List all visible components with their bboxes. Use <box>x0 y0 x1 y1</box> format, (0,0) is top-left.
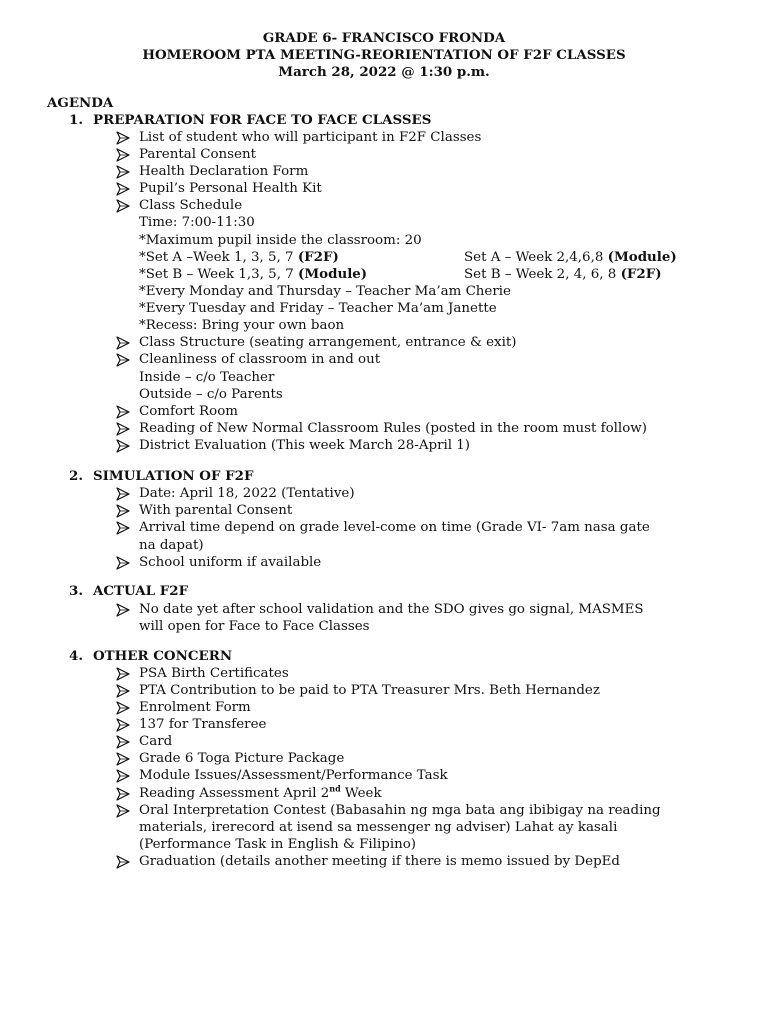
agenda-label: AGENDA <box>47 95 114 111</box>
list-item-text: Pupil’s Personal Health Kit <box>139 181 322 196</box>
list-item-text: Oral Interpretation Contest (Babasahin ng mga bata ang ibibigay na reading <box>139 803 661 818</box>
arrowhead-bullet-icon <box>116 519 134 535</box>
list-item-text: Date: April 18, 2022 (Tentative) <box>139 486 355 501</box>
section-2-heading <box>69 468 253 485</box>
list-item-continuation: na dapat) <box>139 538 204 553</box>
arrowhead-bullet-icon <box>116 733 134 749</box>
header-date: March 28, 2022 @ 1:30 p.m. <box>278 64 490 80</box>
arrowhead-bullet-icon <box>116 180 134 196</box>
section-number: 1. <box>69 112 83 128</box>
schedule-set-b-f2f <box>464 266 662 283</box>
schedule-text: *Set A –Week 1, 3, 5, 7 <box>139 250 298 265</box>
list-item-text: Class Structure (seating arrangement, entrance & exit) <box>139 335 517 350</box>
arrowhead-bullet-icon <box>116 601 134 617</box>
list-item-text: Cleanliness of classroom in and out <box>139 352 381 367</box>
cleanliness-outside: Outside – c/o Parents <box>139 387 283 402</box>
list-item-text: Class Schedule <box>139 198 243 213</box>
list-item-text: Arrival time depend on grade level-come on time (Grade VI- 7am nasa gate <box>139 520 650 535</box>
arrowhead-bullet-icon <box>116 129 134 145</box>
header-title: GRADE 6- FRANCISCO FRONDA <box>262 30 506 46</box>
arrowhead-bullet-icon <box>116 853 134 869</box>
arrowhead-bullet-icon <box>116 767 134 783</box>
schedule-recess: *Recess: Bring your own baon <box>139 318 345 333</box>
section-number: 3. <box>69 583 83 599</box>
schedule-mode: (Module) <box>607 249 677 265</box>
list-item-continuation: (Performance Task in English & Filipino) <box>139 837 417 852</box>
schedule-mode: (F2F) <box>297 249 339 265</box>
arrowhead-bullet-icon <box>116 420 134 436</box>
schedule-max-pupils: *Maximum pupil inside the classroom: 20 <box>139 233 422 248</box>
list-item-text: Module Issues/Assessment/Performance Task <box>139 768 448 783</box>
reading-assessment-week: Week <box>340 786 382 801</box>
schedule-text: *Set B – Week 1,3, 5, 7 <box>139 267 298 282</box>
arrowhead-bullet-icon <box>116 554 134 570</box>
ordinal-suffix: nd <box>329 783 341 794</box>
schedule-time: Time: 7:00-11:30 <box>139 215 255 230</box>
list-item-text: Enrolment Form <box>139 700 251 715</box>
schedule-mode: (Module) <box>298 266 368 282</box>
arrowhead-bullet-icon <box>116 802 134 818</box>
section-title: OTHER CONCERN <box>93 648 233 664</box>
arrowhead-bullet-icon <box>116 197 134 213</box>
list-item-text: Card <box>139 734 173 749</box>
list-item-continuation: materials, irerecord at isend sa messenger ng adviser) Lahat ay kasali <box>139 820 618 835</box>
list-item-text: No date yet after school validation and the SDO gives go signal, MASMES <box>139 602 644 617</box>
section-1-heading <box>69 112 431 129</box>
list-item-text: Health Declaration Form <box>139 164 309 179</box>
section-3-heading <box>69 583 188 600</box>
arrowhead-bullet-icon <box>116 785 134 801</box>
arrowhead-bullet-icon <box>116 682 134 698</box>
schedule-set-a-module <box>464 249 677 266</box>
list-item-text: List of student who will participant in F2F Classes <box>139 130 482 145</box>
arrowhead-bullet-icon <box>116 750 134 766</box>
section-title: ACTUAL F2F <box>93 583 189 599</box>
arrowhead-bullet-icon <box>116 334 134 350</box>
arrowhead-bullet-icon <box>116 146 134 162</box>
list-item-text: Graduation (details another meeting if there is memo issued by DepEd <box>139 854 620 869</box>
schedule-set-b-module <box>139 266 367 283</box>
reading-assessment-text: Reading Assessment April 2 <box>139 786 330 801</box>
schedule-text: Set B – Week 2, 4, 6, 8 <box>464 267 621 282</box>
arrowhead-bullet-icon <box>116 403 134 419</box>
schedule-mode: (F2F) <box>620 266 662 282</box>
arrowhead-bullet-icon <box>116 699 134 715</box>
arrowhead-bullet-icon <box>116 351 134 367</box>
arrowhead-bullet-icon <box>116 163 134 179</box>
list-item-text: School uniform if available <box>139 555 322 570</box>
arrowhead-bullet-icon <box>116 716 134 732</box>
section-4-heading <box>69 648 232 665</box>
list-item-text: PSA Birth Certificates <box>139 666 289 681</box>
list-item-text <box>139 785 382 802</box>
section-number: 2. <box>69 468 83 484</box>
cleanliness-inside: Inside – c/o Teacher <box>139 370 275 385</box>
list-item-text: Parental Consent <box>139 147 256 162</box>
arrowhead-bullet-icon <box>116 437 134 453</box>
list-item-text: Grade 6 Toga Picture Package <box>139 751 345 766</box>
list-item-text: Reading of New Normal Classroom Rules (posted in the room must follow) <box>139 421 647 436</box>
list-item-text: District Evaluation (This week March 28-April 1) <box>139 438 471 453</box>
section-title: PREPARATION FOR FACE TO FACE CLASSES <box>93 112 432 128</box>
arrowhead-bullet-icon <box>116 502 134 518</box>
list-item-text: Comfort Room <box>139 404 238 419</box>
arrowhead-bullet-icon <box>116 665 134 681</box>
schedule-text: Set A – Week 2,4,6,8 <box>464 250 608 265</box>
list-item-text: With parental Consent <box>139 503 293 518</box>
header-subtitle: HOMEROOM PTA MEETING-REORIENTATION OF F2F CLASSES <box>142 47 626 63</box>
list-item-continuation: will open for Face to Face Classes <box>139 619 370 634</box>
section-title: SIMULATION OF F2F <box>93 468 254 484</box>
list-item-text: 137 for Transferee <box>139 717 267 732</box>
list-item-text: PTA Contribution to be paid to PTA Treasurer Mrs. Beth Hernandez <box>139 683 600 698</box>
arrowhead-bullet-icon <box>116 485 134 501</box>
schedule-tuesday-friday: *Every Tuesday and Friday – Teacher Ma’am Janette <box>139 301 497 316</box>
section-number: 4. <box>69 648 83 664</box>
schedule-set-a-f2f <box>139 249 339 266</box>
schedule-monday-thursday: *Every Monday and Thursday – Teacher Ma’am Cherie <box>139 284 511 299</box>
